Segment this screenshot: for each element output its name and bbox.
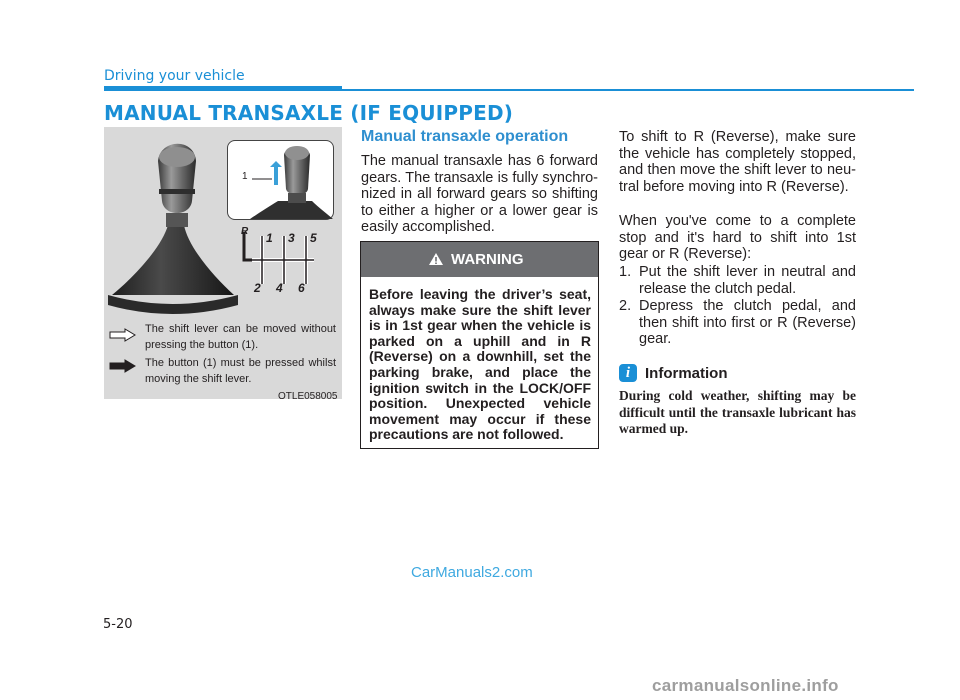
gear-label-6: 6 (298, 281, 305, 295)
gear-label-3: 3 (288, 231, 295, 245)
button-detail-inset (227, 140, 334, 220)
watermark-link[interactable]: CarManuals2.com (411, 564, 533, 581)
information-icon: i (619, 364, 637, 382)
figure-code: OTLE058005 (278, 391, 338, 402)
shift-lever-figure (104, 127, 342, 399)
header-rule-thick (104, 86, 342, 91)
information-title: Information (645, 365, 728, 382)
gear-label-4: 4 (276, 281, 283, 295)
step-text: Put the shift lever in neutral and release the clutch pedal. (639, 264, 856, 297)
gear-label-5: 5 (310, 231, 317, 245)
footer-site-link[interactable]: carmanualsonline.info (652, 676, 839, 695)
list-item (619, 298, 856, 348)
step-number: 1. (619, 264, 632, 280)
intro-paragraph: The manual transaxle has 6 forward gears. The transaxle is fully synchro-nized in all forward gears so shifting to either a higher or a lower gear is easily accomplished. (361, 153, 598, 236)
page-number: 5-20 (103, 617, 133, 632)
section-subheading: Manual transaxle operation (361, 128, 569, 145)
warning-header (361, 242, 598, 277)
information-body: During cold weather, shifting may be difficult until the transaxle lubricant has warmed up. (619, 388, 856, 437)
stop-paragraph: When you've come to a complete stop and it's hard to shift into 1st gear or R (Reverse): (619, 213, 856, 263)
step-number: 2. (619, 298, 632, 314)
solid-arrow-icon (109, 359, 137, 373)
warning-title: WARNING (451, 251, 524, 268)
warning-body: Before leaving the driver’s seat, always make sure the shift lever is in 1st gear when the vehicle is parked on a uphill and in R (Reverse) on a downhill, set the parking brake, and place the ignition switch in the LOCK/OFF position. Unexpected vehicle movement may occur if these precautions are not followed. (369, 286, 591, 443)
gear-label-1: 1 (266, 231, 273, 245)
header-rule-thin (342, 89, 914, 91)
legend-text-outline: The shift lever can be moved without pressing the button (1). (145, 323, 336, 351)
warning-box (360, 241, 599, 449)
outline-arrow-icon (109, 328, 137, 342)
reverse-paragraph: To shift to R (Reverse), make sure the vehicle has completely stopped, and then move the shift lever to neu-tral before moving into R (Reverse). (619, 129, 856, 195)
list-item (619, 264, 856, 297)
gear-label-2: 2 (254, 281, 261, 295)
gear-label-r: R (241, 226, 249, 237)
section-header: Driving your vehicle (104, 68, 245, 84)
button-callout-number: 1 (242, 171, 248, 182)
step-text: Depress the clutch pedal, and then shift into first or R (Reverse) gear. (639, 298, 856, 348)
page-title: MANUAL TRANSAXLE (IF EQUIPPED) (104, 101, 514, 125)
warning-triangle-icon (428, 252, 444, 266)
legend-text-solid: The button (1) must be pressed whilst moving the shift lever. (145, 357, 336, 385)
